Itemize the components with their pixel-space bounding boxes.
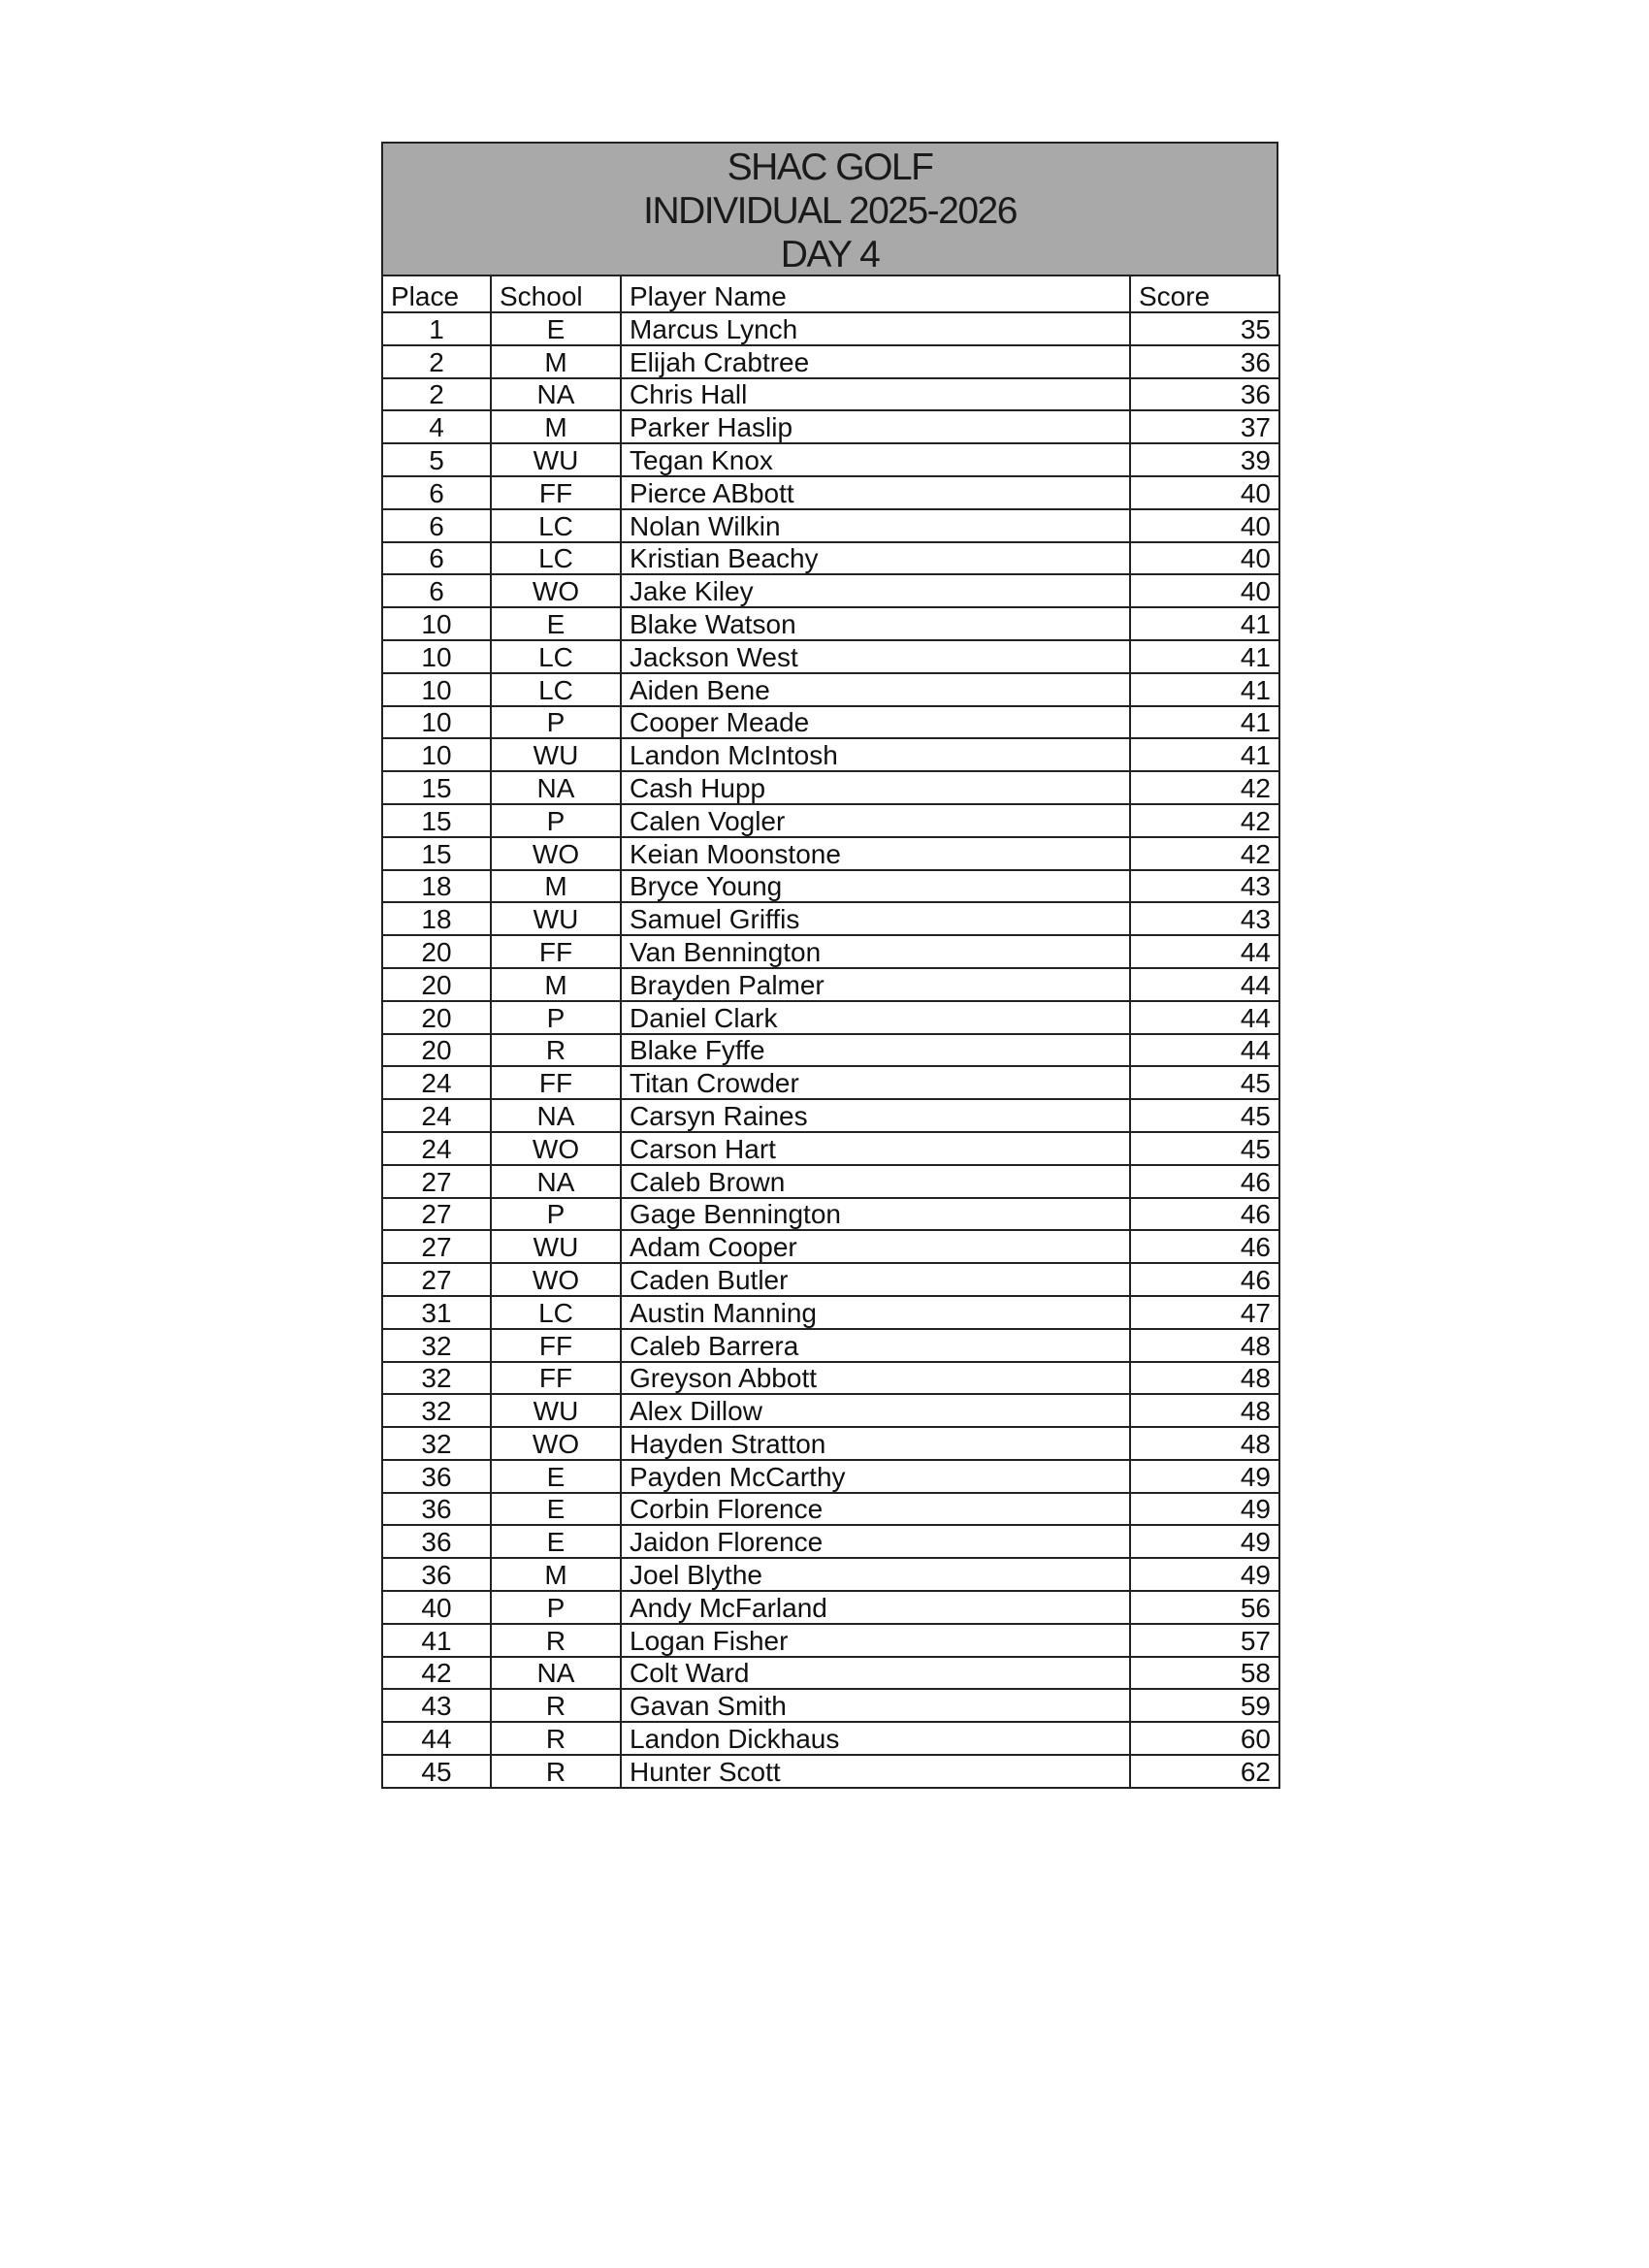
table-row bbox=[382, 1132, 1279, 1165]
place-cell: 32 bbox=[382, 1329, 491, 1362]
score-cell: 41 bbox=[1130, 607, 1279, 640]
school-cell: WU bbox=[491, 738, 621, 771]
score-cell: 45 bbox=[1130, 1099, 1279, 1132]
place-cell: 2 bbox=[382, 378, 491, 411]
school-cell: P bbox=[491, 1001, 621, 1034]
player-name-cell: Greyson Abbott bbox=[621, 1362, 1130, 1395]
school-cell: P bbox=[491, 804, 621, 837]
table-row bbox=[382, 1755, 1279, 1788]
score-cell: 60 bbox=[1130, 1722, 1279, 1755]
player-name-cell: Pierce ABbott bbox=[621, 476, 1130, 509]
table-row bbox=[382, 706, 1279, 739]
player-name-cell: Alex Dillow bbox=[621, 1394, 1130, 1427]
player-name-cell: Jackson West bbox=[621, 640, 1130, 673]
score-cell: 45 bbox=[1130, 1132, 1279, 1165]
place-cell: 31 bbox=[382, 1296, 491, 1329]
table-row bbox=[382, 410, 1279, 443]
place-cell: 6 bbox=[382, 476, 491, 509]
results-sheet bbox=[381, 142, 1278, 1789]
player-name-cell: Samuel Griffis bbox=[621, 902, 1130, 935]
score-cell: 58 bbox=[1130, 1657, 1279, 1690]
table-row bbox=[382, 804, 1279, 837]
table-row bbox=[382, 1689, 1279, 1722]
player-name-cell: Corbin Florence bbox=[621, 1493, 1130, 1526]
place-cell: 41 bbox=[382, 1624, 491, 1657]
table-row bbox=[382, 509, 1279, 542]
score-cell: 48 bbox=[1130, 1362, 1279, 1395]
place-cell: 10 bbox=[382, 738, 491, 771]
place-cell: 5 bbox=[382, 443, 491, 476]
score-cell: 36 bbox=[1130, 345, 1279, 378]
place-cell: 36 bbox=[382, 1525, 491, 1558]
table-row bbox=[382, 1099, 1279, 1132]
score-cell: 46 bbox=[1130, 1198, 1279, 1231]
player-name-cell: Hayden Stratton bbox=[621, 1427, 1130, 1460]
place-cell: 20 bbox=[382, 935, 491, 968]
school-cell: E bbox=[491, 1525, 621, 1558]
school-cell: M bbox=[491, 968, 621, 1001]
table-row bbox=[382, 870, 1279, 903]
score-cell: 41 bbox=[1130, 738, 1279, 771]
score-cell: 59 bbox=[1130, 1689, 1279, 1722]
table-row bbox=[382, 1001, 1279, 1034]
score-cell: 62 bbox=[1130, 1755, 1279, 1788]
place-cell: 45 bbox=[382, 1755, 491, 1788]
school-cell: NA bbox=[491, 378, 621, 411]
table-row bbox=[382, 542, 1279, 575]
player-name-cell: Nolan Wilkin bbox=[621, 509, 1130, 542]
player-name-cell: Carson Hart bbox=[621, 1132, 1130, 1165]
score-cell: 44 bbox=[1130, 1001, 1279, 1034]
score-cell: 41 bbox=[1130, 673, 1279, 706]
school-cell: P bbox=[491, 1591, 621, 1624]
school-cell: R bbox=[491, 1755, 621, 1788]
place-cell: 42 bbox=[382, 1657, 491, 1690]
results-body bbox=[382, 312, 1279, 1788]
place-cell: 6 bbox=[382, 509, 491, 542]
score-cell: 48 bbox=[1130, 1427, 1279, 1460]
place-cell: 6 bbox=[382, 542, 491, 575]
place-cell: 10 bbox=[382, 640, 491, 673]
player-name-cell: Cash Hupp bbox=[621, 771, 1130, 804]
player-name-cell: Cooper Meade bbox=[621, 706, 1130, 739]
score-cell: 49 bbox=[1130, 1558, 1279, 1591]
school-cell: R bbox=[491, 1689, 621, 1722]
school-cell: FF bbox=[491, 1329, 621, 1362]
school-cell: WO bbox=[491, 574, 621, 607]
score-cell: 43 bbox=[1130, 902, 1279, 935]
score-cell: 46 bbox=[1130, 1165, 1279, 1198]
score-cell: 37 bbox=[1130, 410, 1279, 443]
header-place: Place bbox=[382, 275, 491, 312]
school-cell: FF bbox=[491, 935, 621, 968]
score-cell: 49 bbox=[1130, 1525, 1279, 1558]
place-cell: 24 bbox=[382, 1099, 491, 1132]
place-cell: 27 bbox=[382, 1230, 491, 1263]
school-cell: NA bbox=[491, 1165, 621, 1198]
header-school: School bbox=[491, 275, 621, 312]
table-row bbox=[382, 378, 1279, 411]
school-cell: E bbox=[491, 312, 621, 345]
table-row bbox=[382, 1558, 1279, 1591]
score-cell: 41 bbox=[1130, 706, 1279, 739]
score-cell: 57 bbox=[1130, 1624, 1279, 1657]
school-cell: LC bbox=[491, 640, 621, 673]
score-cell: 41 bbox=[1130, 640, 1279, 673]
player-name-cell: Jake Kiley bbox=[621, 574, 1130, 607]
score-cell: 46 bbox=[1130, 1230, 1279, 1263]
score-cell: 46 bbox=[1130, 1263, 1279, 1296]
school-cell: R bbox=[491, 1624, 621, 1657]
player-name-cell: Logan Fisher bbox=[621, 1624, 1130, 1657]
score-cell: 48 bbox=[1130, 1329, 1279, 1362]
place-cell: 24 bbox=[382, 1066, 491, 1099]
table-row bbox=[382, 1525, 1279, 1558]
player-name-cell: Carsyn Raines bbox=[621, 1099, 1130, 1132]
player-name-cell: Blake Fyffe bbox=[621, 1034, 1130, 1067]
player-name-cell: Marcus Lynch bbox=[621, 312, 1130, 345]
player-name-cell: Austin Manning bbox=[621, 1296, 1130, 1329]
player-name-cell: Joel Blythe bbox=[621, 1558, 1130, 1591]
score-cell: 40 bbox=[1130, 476, 1279, 509]
score-cell: 40 bbox=[1130, 509, 1279, 542]
table-row bbox=[382, 1394, 1279, 1427]
school-cell: P bbox=[491, 1198, 621, 1231]
player-name-cell: Parker Haslip bbox=[621, 410, 1130, 443]
place-cell: 15 bbox=[382, 837, 491, 870]
school-cell: M bbox=[491, 410, 621, 443]
score-cell: 49 bbox=[1130, 1460, 1279, 1493]
header-row bbox=[382, 275, 1279, 312]
place-cell: 10 bbox=[382, 673, 491, 706]
player-name-cell: Jaidon Florence bbox=[621, 1525, 1130, 1558]
place-cell: 20 bbox=[382, 1001, 491, 1034]
player-name-cell: Caleb Brown bbox=[621, 1165, 1130, 1198]
table-row bbox=[382, 1230, 1279, 1263]
score-cell: 35 bbox=[1130, 312, 1279, 345]
school-cell: WU bbox=[491, 1394, 621, 1427]
school-cell: WU bbox=[491, 902, 621, 935]
player-name-cell: Blake Watson bbox=[621, 607, 1130, 640]
player-name-cell: Landon Dickhaus bbox=[621, 1722, 1130, 1755]
table-row bbox=[382, 1591, 1279, 1624]
school-cell: LC bbox=[491, 1296, 621, 1329]
table-row bbox=[382, 1362, 1279, 1395]
score-cell: 44 bbox=[1130, 1034, 1279, 1067]
school-cell: NA bbox=[491, 1099, 621, 1132]
table-row bbox=[382, 1722, 1279, 1755]
header-score: Score bbox=[1130, 275, 1279, 312]
school-cell: LC bbox=[491, 509, 621, 542]
place-cell: 15 bbox=[382, 804, 491, 837]
table-row bbox=[382, 673, 1279, 706]
school-cell: NA bbox=[491, 1657, 621, 1690]
school-cell: FF bbox=[491, 1066, 621, 1099]
player-name-cell: Titan Crowder bbox=[621, 1066, 1130, 1099]
place-cell: 36 bbox=[382, 1558, 491, 1591]
player-name-cell: Aiden Bene bbox=[621, 673, 1130, 706]
table-row bbox=[382, 771, 1279, 804]
table-row bbox=[382, 1460, 1279, 1493]
table-row bbox=[382, 1624, 1279, 1657]
school-cell: E bbox=[491, 607, 621, 640]
table-row bbox=[382, 1427, 1279, 1460]
table-row bbox=[382, 935, 1279, 968]
place-cell: 2 bbox=[382, 345, 491, 378]
school-cell: WO bbox=[491, 837, 621, 870]
score-cell: 49 bbox=[1130, 1493, 1279, 1526]
table-row bbox=[382, 968, 1279, 1001]
table-row bbox=[382, 640, 1279, 673]
place-cell: 32 bbox=[382, 1362, 491, 1395]
table-row bbox=[382, 607, 1279, 640]
school-cell: LC bbox=[491, 673, 621, 706]
place-cell: 24 bbox=[382, 1132, 491, 1165]
player-name-cell: Gage Bennington bbox=[621, 1198, 1130, 1231]
place-cell: 10 bbox=[382, 607, 491, 640]
place-cell: 18 bbox=[382, 902, 491, 935]
player-name-cell: Landon McIntosh bbox=[621, 738, 1130, 771]
score-cell: 45 bbox=[1130, 1066, 1279, 1099]
table-row bbox=[382, 738, 1279, 771]
player-name-cell: Hunter Scott bbox=[621, 1755, 1130, 1788]
player-name-cell: Caden Butler bbox=[621, 1263, 1130, 1296]
place-cell: 10 bbox=[382, 706, 491, 739]
table-row bbox=[382, 574, 1279, 607]
player-name-cell: Bryce Young bbox=[621, 870, 1130, 903]
table-row bbox=[382, 1263, 1279, 1296]
place-cell: 15 bbox=[382, 771, 491, 804]
school-cell: WO bbox=[491, 1263, 621, 1296]
table-row bbox=[382, 1493, 1279, 1526]
player-name-cell: Calen Vogler bbox=[621, 804, 1130, 837]
place-cell: 6 bbox=[382, 574, 491, 607]
school-cell: WU bbox=[491, 1230, 621, 1263]
player-name-cell: Adam Cooper bbox=[621, 1230, 1130, 1263]
title-line-2: INDIVIDUAL 2025-2026 bbox=[643, 190, 1017, 232]
table-row bbox=[382, 476, 1279, 509]
school-cell: P bbox=[491, 706, 621, 739]
place-cell: 4 bbox=[382, 410, 491, 443]
score-cell: 56 bbox=[1130, 1591, 1279, 1624]
table-row bbox=[382, 345, 1279, 378]
place-cell: 20 bbox=[382, 1034, 491, 1067]
player-name-cell: Elijah Crabtree bbox=[621, 345, 1130, 378]
table-row bbox=[382, 1034, 1279, 1067]
place-cell: 36 bbox=[382, 1493, 491, 1526]
player-name-cell: Andy McFarland bbox=[621, 1591, 1130, 1624]
place-cell: 32 bbox=[382, 1394, 491, 1427]
table-row bbox=[382, 312, 1279, 345]
place-cell: 32 bbox=[382, 1427, 491, 1460]
header-player-name: Player Name bbox=[621, 275, 1130, 312]
player-name-cell: Payden McCarthy bbox=[621, 1460, 1130, 1493]
player-name-cell: Caleb Barrera bbox=[621, 1329, 1130, 1362]
school-cell: FF bbox=[491, 476, 621, 509]
score-cell: 42 bbox=[1130, 771, 1279, 804]
school-cell: M bbox=[491, 1558, 621, 1591]
place-cell: 27 bbox=[382, 1165, 491, 1198]
score-cell: 40 bbox=[1130, 542, 1279, 575]
player-name-cell: Brayden Palmer bbox=[621, 968, 1130, 1001]
player-name-cell: Tegan Knox bbox=[621, 443, 1130, 476]
score-cell: 48 bbox=[1130, 1394, 1279, 1427]
title-band bbox=[381, 142, 1278, 275]
player-name-cell: Kristian Beachy bbox=[621, 542, 1130, 575]
table-row bbox=[382, 443, 1279, 476]
score-cell: 43 bbox=[1130, 870, 1279, 903]
table-row bbox=[382, 1329, 1279, 1362]
school-cell: WO bbox=[491, 1132, 621, 1165]
score-cell: 44 bbox=[1130, 968, 1279, 1001]
school-cell: R bbox=[491, 1034, 621, 1067]
score-cell: 44 bbox=[1130, 935, 1279, 968]
player-name-cell: Gavan Smith bbox=[621, 1689, 1130, 1722]
score-cell: 42 bbox=[1130, 837, 1279, 870]
school-cell: WU bbox=[491, 443, 621, 476]
player-name-cell: Van Bennington bbox=[621, 935, 1130, 968]
school-cell: E bbox=[491, 1460, 621, 1493]
player-name-cell: Daniel Clark bbox=[621, 1001, 1130, 1034]
place-cell: 44 bbox=[382, 1722, 491, 1755]
school-cell: E bbox=[491, 1493, 621, 1526]
school-cell: WO bbox=[491, 1427, 621, 1460]
school-cell: FF bbox=[491, 1362, 621, 1395]
place-cell: 43 bbox=[382, 1689, 491, 1722]
school-cell: NA bbox=[491, 771, 621, 804]
place-cell: 20 bbox=[382, 968, 491, 1001]
score-cell: 40 bbox=[1130, 574, 1279, 607]
school-cell: LC bbox=[491, 542, 621, 575]
title-line-1: SHAC GOLF bbox=[727, 146, 933, 188]
player-name-cell: Colt Ward bbox=[621, 1657, 1130, 1690]
table-row bbox=[382, 1657, 1279, 1690]
school-cell: R bbox=[491, 1722, 621, 1755]
table-row bbox=[382, 837, 1279, 870]
score-cell: 39 bbox=[1130, 443, 1279, 476]
title-line-3: DAY 4 bbox=[780, 234, 880, 275]
table-row bbox=[382, 902, 1279, 935]
place-cell: 27 bbox=[382, 1263, 491, 1296]
table-row bbox=[382, 1066, 1279, 1099]
place-cell: 40 bbox=[382, 1591, 491, 1624]
score-cell: 42 bbox=[1130, 804, 1279, 837]
player-name-cell: Keian Moonstone bbox=[621, 837, 1130, 870]
table-row bbox=[382, 1198, 1279, 1231]
place-cell: 27 bbox=[382, 1198, 491, 1231]
score-cell: 47 bbox=[1130, 1296, 1279, 1329]
score-cell: 36 bbox=[1130, 378, 1279, 411]
school-cell: M bbox=[491, 870, 621, 903]
place-cell: 18 bbox=[382, 870, 491, 903]
place-cell: 1 bbox=[382, 312, 491, 345]
school-cell: M bbox=[491, 345, 621, 378]
table-row bbox=[382, 1296, 1279, 1329]
place-cell: 36 bbox=[382, 1460, 491, 1493]
table-row bbox=[382, 1165, 1279, 1198]
player-name-cell: Chris Hall bbox=[621, 378, 1130, 411]
results-table bbox=[381, 275, 1280, 1789]
